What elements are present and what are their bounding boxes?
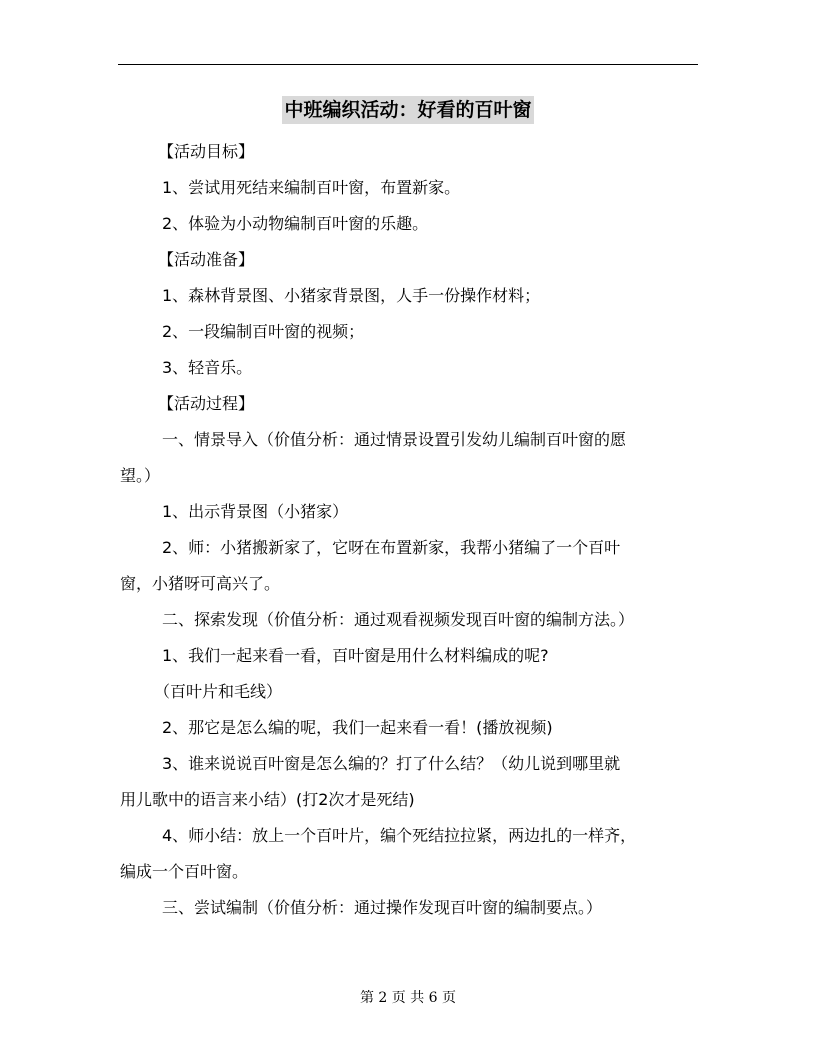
paragraph: 1、森林背景图、小猪家背景图，人手一份操作材料； xyxy=(162,286,541,305)
document-title: 中班编织活动：好看的百叶窗 xyxy=(282,96,533,124)
paragraph: 2、体验为小动物编制百叶窗的乐趣。 xyxy=(162,214,429,233)
paragraph: 3、谁来说说百叶窗是怎么编的？打了什么结？（幼儿说到哪里就 xyxy=(162,754,621,773)
page-footer: 第 2 页 共 6 页 xyxy=(359,990,457,1006)
paragraph: 窗，小猪呀可高兴了。 xyxy=(120,574,281,593)
paragraph: 【活动过程】 xyxy=(158,394,255,413)
paragraph: 2、那它是怎么编的呢，我们一起来看一看！(播放视频) xyxy=(162,718,553,737)
title-wrap xyxy=(0,96,816,124)
paragraph: 1、我们一起来看一看，百叶窗是用什么材料编成的呢? xyxy=(162,646,549,665)
paragraph: 三、尝试编制（价值分析：通过操作发现百叶窗的编制要点。） xyxy=(162,898,603,917)
paragraph: 4、师小结：放上一个百叶片，编个死结拉拉紧，两边扎的一样齐， xyxy=(162,826,637,845)
paragraph: 编成一个百叶窗。 xyxy=(120,862,249,881)
paragraph: 二、探索发现（价值分析：通过观看视频发现百叶窗的编制方法。） xyxy=(162,610,635,629)
paragraph: 望。） xyxy=(120,466,161,485)
paragraph: 2、师：小猪搬新家了，它呀在布置新家，我帮小猪编了一个百叶 xyxy=(162,538,621,557)
paragraph: 1、尝试用死结来编制百叶窗，布置新家。 xyxy=(162,178,461,197)
paragraph: 用儿歌中的语言来小结）(打2次才是死结) xyxy=(120,790,415,809)
paragraph: 2、一段编制百叶窗的视频； xyxy=(162,322,365,341)
paragraph: 【活动准备】 xyxy=(158,250,255,269)
paragraph: 1、出示背景图（小猪家） xyxy=(162,502,349,521)
document-body xyxy=(120,134,698,926)
header-rule xyxy=(118,64,698,65)
paragraph: （百叶片和毛线） xyxy=(154,682,283,701)
paragraph: 【活动目标】 xyxy=(158,142,255,161)
paragraph: 3、轻音乐。 xyxy=(162,358,253,377)
paragraph: 一、情景导入（价值分析：通过情景设置引发幼儿编制百叶窗的愿 xyxy=(162,430,627,449)
